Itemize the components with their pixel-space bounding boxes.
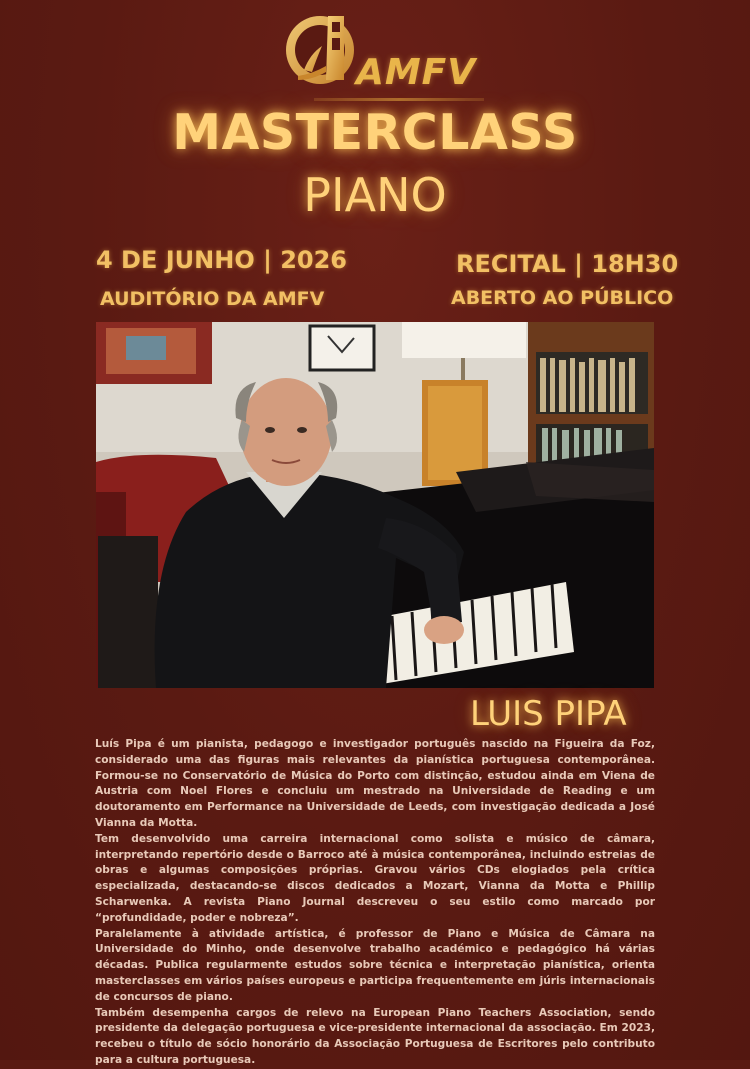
artist-bio [95, 737, 655, 1069]
logo-text: AMFV [356, 52, 477, 93]
event-title: MASTERCLASS [172, 104, 578, 161]
bio-paragraph: Tem desenvolvido uma carreira internacional como solista e músico de câmara, interpretando repertório desde o Barroco até à música contemporânea, incluindo estreias de obras e algumas composições próprias. Gravou vários CDs elogiados pela crítica especializada, destacando-se discos dedicados a Mozart, Vianna da Motta e Phillip Scharwenka. A revista Piano Journal descreveu o seu estilo como marcado por “profundidade, poder e nobreza”. [95, 832, 655, 924]
event-date: 4 DE JUNHO | 2026 [96, 246, 347, 274]
recital-time: RECITAL | 18H30 [456, 250, 679, 278]
amfv-logo [282, 10, 492, 102]
bio-paragraph: Luís Pipa é um pianista, pedagogo e investigador português nascido na Figueira da Foz, considerado uma das figuras mais relevantes da pianística portuguesa contemporânea. Formou-se no Conservatório de Música do Porto com distinção, estudou ainda em Viena de Austria com Noel Flores e concluiu um mestrado na Universidade de Reading e um doutoramento em Performance na Universidade de Leeds, com investigação dedicada a José Vianna da Motta. [95, 738, 655, 829]
access-note: ABERTO AO PÚBLICO [451, 287, 674, 309]
bio-paragraph: Também desempenha cargos de relevo na European Piano Teachers Association, sendo presidente da delegação portuguesa e vice-presidente internacional da associação. Em 2023, recebeu o título de sócio honorário da Associação Portuguesa de Escritores pelo contributo para a cultura portuguesa. [95, 1006, 655, 1066]
event-subtitle: PIANO [303, 168, 447, 222]
artist-name: LUIS PIPA [470, 694, 627, 734]
event-venue: AUDITÓRIO DA AMFV [100, 288, 325, 310]
logo-tagline-line [314, 98, 484, 101]
pianist-photo [96, 322, 654, 688]
bio-paragraph: Paralelamente à atividade artística, é professor de Piano e Música de Câmara na Universidade do Minho, onde desenvolve trabalho académico e pedagógico há várias décadas. Publica regularmente estudos sobre técnica e interpretação pianística, orienta masterclasses em vários países europeus e participa frequentemente em júris internacionais de concursos de piano. [95, 927, 655, 1003]
